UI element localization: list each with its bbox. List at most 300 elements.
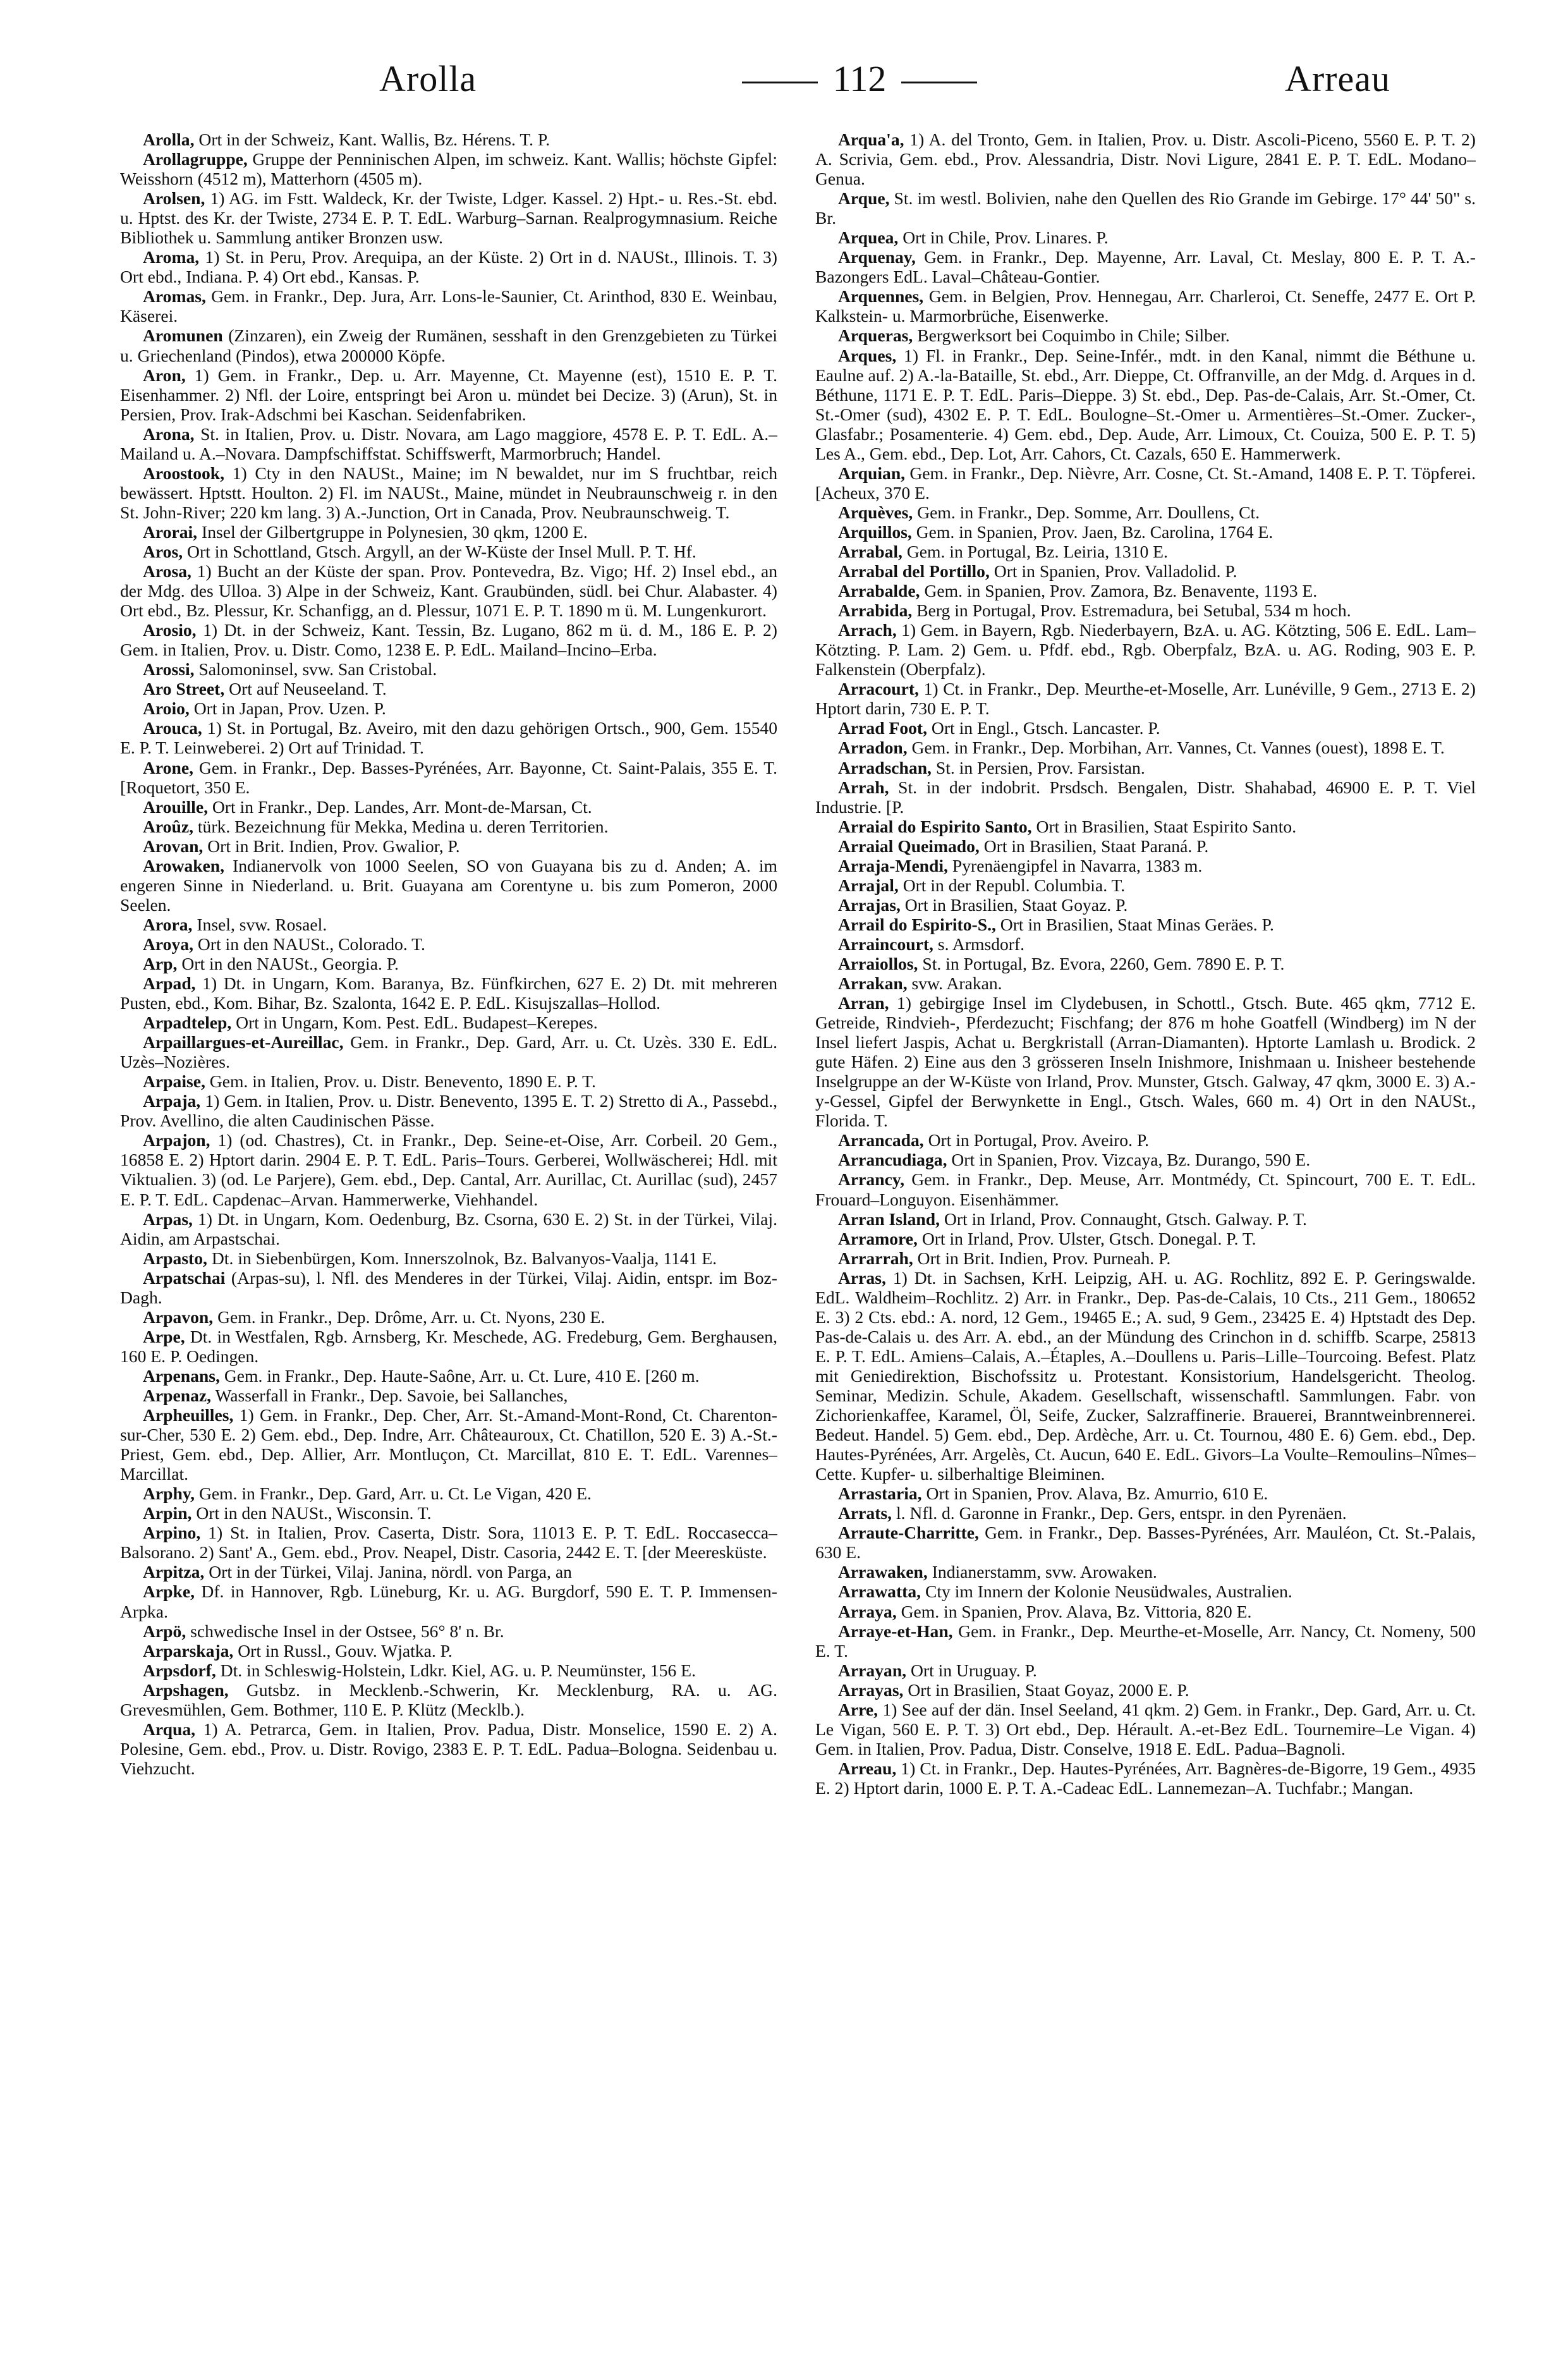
gazetteer-entry <box>815 973 1476 993</box>
entry-text: 1) Fl. in Frankr., Dep. Seine-Infér., mdt. in den Kanal, nimmt die Béthune u. Eaulne auf. 2) A.-la-Bataille, St. ebd., Arr. Dieppe, Ct. Offranville, an der Mdg. d. Arques in d. Béthune, 1171 E. P. T. EdL. Paris–Dieppe. 3) St. ebd., Dep. Pas-de-Calais, Arr. St.-Omer, Ct. St.-Omer (sud), 4302 E. P. T. EdL. Boulogne–St.-Omer u. Armentières–St.-Omer. Zucker-, Glasfabr.; Posamenterie. 4) Gem. ebd., Dep. Aude, Arr. Limoux, Ct. Couiza, 500 E. P. T. 5) Les A., Gem. ebd., Dep. Lot, Arr. Cahors, Ct. Cazals, 650 E. Hammerwerk. <box>815 345 1476 463</box>
entry-headword: Arosa, <box>143 561 191 582</box>
entry-headword: Arrabida, <box>838 600 913 621</box>
gazetteer-entry <box>120 679 777 698</box>
entry-headword: Arpshagen, <box>143 1679 229 1700</box>
gazetteer-entry <box>815 1602 1476 1621</box>
gazetteer-entry <box>815 1229 1476 1248</box>
gazetteer-entry <box>815 1268 1476 1484</box>
entry-headword: Arpsdorf, <box>143 1660 216 1680</box>
entry-text: 1) (od. Chastres), Ct. in Frankr., Dep. Seine-et-Oise, Arr. Corbeil. 20 Gem., 16858 E. 2) Hptort darin. 2904 E. P. T. EdL. Paris–Tours. Gerberei, Wollwäscherei; Hdl. mit Viktualien. 3) (od. Le Parjere), Gem. ebd., Dep. Cantal, Arr. Aurillac, Ct. Aurillac (sud), 2457 E. P. T. EdL. Capdenac–Arvan. Hammerwerke, Viehhandel. <box>120 1130 777 1209</box>
gazetteer-entry <box>120 463 777 522</box>
entry-text: 1) Ct. in Frankr., Dep. Hautes-Pyrénées, Arr. Bagnères-de-Bigorre, 19 Gem., 4935 E. 2) Hptort darin, 1000 E. P. T. A.-Cadeac EdL. Lannemezan–A. Tuchfabr.; Mangan. <box>815 1758 1476 1798</box>
gazetteer-entry <box>815 875 1476 895</box>
gazetteer-entry <box>120 1013 777 1032</box>
entry-headword: Arraial Queimado, <box>838 836 980 856</box>
entry-headword: Aron, <box>143 365 186 385</box>
gazetteer-entry <box>815 679 1476 718</box>
gazetteer-entry <box>120 1503 777 1523</box>
entry-text: Bergwerksort bei Coquimbo in Chile; Silber. <box>917 326 1230 346</box>
entry-headword: Arouca, <box>143 718 202 738</box>
entry-headword: Arp, <box>143 953 178 973</box>
gazetteer-entry <box>120 836 777 856</box>
gazetteer-entry <box>120 1661 777 1680</box>
entry-headword: Arraial do Espirito Santo, <box>838 816 1032 836</box>
gazetteer-entry <box>815 915 1476 934</box>
entry-text: Gem. in Spanien, Prov. Alava, Bz. Vittoria, 820 E. <box>901 1601 1252 1621</box>
gazetteer-entry <box>120 1209 777 1248</box>
entry-text: St. im westl. Bolivien, nahe den Quellen des Rio Grande im Gebirge. 17° 44' 50" s. Br. <box>815 188 1476 228</box>
gazetteer-entry <box>815 954 1476 973</box>
gazetteer-entry <box>120 561 777 620</box>
entry-text: Berg in Portugal, Prov. Estremadura, bei Setubal, 534 m hoch. <box>916 600 1351 621</box>
page-number-block <box>708 51 1011 107</box>
entry-headword: Arpe, <box>143 1326 185 1346</box>
entry-headword: Arques, <box>838 345 897 365</box>
gazetteer-entry <box>815 1621 1476 1661</box>
entry-text: Ort in Brasilien, Staat Goyaz, 2000 E. P. <box>908 1679 1189 1700</box>
entry-headword: Arraye-et-Han, <box>838 1621 953 1641</box>
entry-headword: Arqua'a, <box>838 130 904 149</box>
entry-text: Ort in Frankr., Dep. Landes, Arr. Mont-de-Marsan, Ct. <box>212 796 592 817</box>
entry-text: Ort in Spanien, Prov. Vizcaya, Bz. Durango, 590 E. <box>951 1150 1311 1170</box>
entry-text: svw. Arakan. <box>911 973 1002 994</box>
gazetteer-entry <box>120 817 777 836</box>
gazetteer-entry <box>815 1700 1476 1759</box>
entry-text: 1) AG. im Fstt. Waldeck, Kr. der Twiste, Ldger. Kassel. 2) Hpt.- u. Res.-St. ebd. u. Hptst. des Kr. der Twiste, 2734 E. P. T. EdL. Warburg–Sarnan. Realprogymnasium. Reiche Bibliothek u. Sammlung antiker Bronzen usw. <box>120 188 777 248</box>
entry-text: 1) Gem. in Frankr., Dep. Cher, Arr. St.-Amand-Mont-Rond, Ct. Charenton-sur-Cher, 530 E. 2) Gem. ebd., Dep. Indre, Arr. Châteauroux, Ct. Chatillon, 520 E. 3) A.-St.-Priest, Gem. ebd., Dep. Allier, Arr. Montluçon, Ct. Marcillat, 810 E. T. EdL. Varennes–Marcillat. <box>120 1405 777 1484</box>
entry-text: 1) Dt. in Ungarn, Kom. Oedenburg, Bz. Csorna, 630 E. 2) St. in der Türkei, Vilaj. Aidin, am Arpastschai. <box>120 1209 777 1248</box>
entry-text: Wasserfall in Frankr., Dep. Savoie, bei Sallanches, <box>215 1386 568 1405</box>
entry-headword: Arras, <box>838 1267 886 1288</box>
entry-headword: Arrats, <box>838 1503 892 1523</box>
gazetteer-entry <box>120 1091 777 1130</box>
entry-headword: Arrastaria, <box>838 1484 922 1504</box>
gazetteer-entry <box>815 522 1476 542</box>
gazetteer-entry <box>120 326 777 365</box>
gazetteer-entry <box>815 1661 1476 1680</box>
entry-text: 1) Ct. in Frankr., Dep. Meurthe-et-Moselle, Arr. Lunéville, 9 Gem., 2713 E. 2) Hptort darin, 730 E. P. T. <box>815 679 1476 719</box>
gazetteer-entry <box>120 247 777 286</box>
entry-text: schwedische Insel in der Ostsee, 56° 8' n. Br. <box>190 1621 504 1641</box>
gazetteer-entry <box>120 542 777 561</box>
entry-text: St. in der indobrit. Prsdsch. Bengalen, Distr. Shahabad, 46900 E. P. T. Viel Industrie. [P. <box>815 777 1476 817</box>
entry-headword: Arpö, <box>143 1621 186 1641</box>
entry-text: 1) Gem. in Frankr., Dep. u. Arr. Mayenne, Ct. Mayenne (est), 1510 E. P. T. Eisenhammer. 2) Nfl. der Loire, entspringt bei Aron u. mündet bei Decize. 3) (Arun), St. in Persien, Prov. Irak-Adschmi bei Kaschan. Seidenfabriken. <box>120 365 777 424</box>
entry-headword: Aro Street, <box>143 679 225 699</box>
gazetteer-entry <box>120 1719 777 1778</box>
entry-headword: Arquian, <box>838 463 906 483</box>
entry-text: Gem. in Frankr., Dep. Morbihan, Arr. Vannes, Ct. Vannes (ouest), 1898 E. T. <box>911 738 1445 758</box>
entry-text: Dt. in Westfalen, Rgb. Arnsberg, Kr. Meschede, AG. Fredeburg, Gem. Berghausen, 160 E. P. Oedingen. <box>120 1326 777 1366</box>
entry-text: Ort in den NAUSt., Colorado. T. <box>197 934 425 954</box>
entry-headword: Arpaillargues-et-Aureillac, <box>143 1032 344 1052</box>
gazetteer-entry <box>815 1130 1476 1150</box>
gazetteer-entry <box>815 542 1476 561</box>
gazetteer-entry <box>815 600 1476 620</box>
entry-headword: Arrajal, <box>838 875 899 895</box>
entry-text: 1) gebirgige Insel im Clydebusen, in Schottl., Gtsch. Bute. 465 qkm, 7712 E. Getreide, Rindvieh-, Pferdezucht; Fischfang; der 876 m hohe Goatfell (Windberg) im N der Insel liefert Jaspis, Achat u. Bergkristall (Arran-Diamanten). Hptorte Lamlash u. Brodick. 2 gute Häfen. 2) Eine aus den 3 grösseren Inseln Inishmore, Inishmaan u. Inisheer bestehende Inselgruppe an der W-Küste von Irland, Prov. Munster, Gtsch. Galway, 47 qkm, 3000 E. 3) A.-y-Gessel, Gipfel der Berwynkette in Engl., Gtsch. Wales, 660 m. 4) Ort in den NAUSt., Florida. T. <box>815 993 1476 1131</box>
entry-headword: Arquea, <box>838 228 899 248</box>
entry-text: Ort in Spanien, Prov. Valladolid. P. <box>994 561 1237 582</box>
entry-text: Indianervolk von 1000 Seelen, SO von Guayana bis zu d. Anden; A. im engeren Sinne in Niederland. u. Brit. Guayana am Corentyne u. bis zum Pomeron, 2000 Seelen. <box>120 855 777 915</box>
entry-text: 1) See auf der dän. Insel Seeland, 41 qkm. 2) Gem. in Frankr., Dep. Gard, Arr. u. Ct. Le Vigan, 560 E. P. T. 3) Ort ebd., Dep. Hérault. A.-et-Bez EdL. Tournemire–Le Vigan. 4) Gem. in Italien, Prov. Padua, Distr. Conselve, 1918 E. EdL. Padua–Bagnoli. <box>815 1699 1476 1759</box>
gazetteer-entry <box>815 346 1476 463</box>
entry-headword: Arpavon, <box>143 1307 214 1327</box>
entry-text: Salomoninsel, svw. San Cristobal. <box>198 659 437 680</box>
entry-text: Gem. in Belgien, Prov. Hennegau, Arr. Charleroi, Ct. Seneffe, 2477 E. Ort P. Kalkstein- u. Marmorbrüche, Eisenwerke. <box>815 286 1476 326</box>
entry-text: 1) Dt. in Sachsen, KrH. Leipzig, AH. u. AG. Rochlitz, 892 E. P. Geringswalde. EdL. Waldheim–Rochlitz. 2) Arr. in Frankr., Dep. Pas-de-Calais, 10 Cts., 211 Gem., 180652 E. 3) 2 Cts. ebd.: A. nord, 12 Gem., 19465 E.; A. sud, 9 Gem., 23425 E. 4) Hptstadt des Dep. Pas-de-Calais u. des Arr. A. ebd., an der Mündung des Crinchon in d. schiffb. Scarpe, 25813 E. P. T. EdL. Amiens–Calais, A.–Étaples, A.–Doullens u. Paris–Lille–Tourcoing. Befest. Platz mit Geniedirektion, Bischofssitz u. Protestant. Konsistorium, Handelsgericht. Theolog. Seminar, Medizin. Schule, Akadem. Gesellschaft, wissenschaftl. Sammlungen. Fabr. von Zichorienkaffee, Karamel, Öl, Seife, Zucker, Salzraffinerie. Brauerei, Branntweinbrennerei. Bedeut. Handel. 5) Gem. ebd., Dep. Ardèche, Arr. u. Ct. Tournou, 480 E. 6) Gem. ebd., Dep. Hautes-Pyrénées, Arr. Argelès, Ct. Aucun, 640 E. EdL. Givors–La Voulte–Remoulins–Nîmes–Cette. Kupfer- u. silberhaltige Bleiminen. <box>815 1267 1476 1484</box>
entry-headword: Arrad Foot, <box>838 718 928 738</box>
entry-text: Ort in der Republ. Columbia. T. <box>903 875 1126 895</box>
entry-headword: Arrayas, <box>838 1679 904 1700</box>
gazetteer-entry <box>815 738 1476 757</box>
head-guide-word-right: Arreau <box>1284 58 1390 99</box>
gazetteer-entry <box>120 973 777 1013</box>
entry-text: Gutsbz. in Mecklenb.-Schwerin, Kr. Mecklenburg, RA. u. AG. Grevesmühlen, Gem. Bothmer, 110 E. P. Klütz (Mecklb.). <box>120 1679 777 1719</box>
entry-text: Gem. in Frankr., Dep. Meurthe-et-Moselle, Arr. Nancy, Ct. Nomeny, 500 E. T. <box>815 1621 1476 1661</box>
entry-headword: Aroio, <box>143 698 190 719</box>
entry-text: Dt. in Schleswig-Holstein, Ldkr. Kiel, AG. u. P. Neumünster, 156 E. <box>220 1660 696 1680</box>
gazetteer-entry <box>815 1150 1476 1169</box>
entry-headword: Arraja-Mendi, <box>838 855 948 875</box>
entry-headword: Arora, <box>143 914 193 934</box>
entry-headword: Arraya, <box>838 1601 897 1621</box>
entry-text: Ort in Spanien, Prov. Alava, Bz. Amurrio, 610 E. <box>926 1484 1268 1504</box>
entry-headword: Arpad, <box>143 973 196 994</box>
entry-text: Gem. in Frankr., Dep. Jura, Arr. Lons-le-Saunier, Ct. Arinthod, 830 E. Weinbau, Käserei. <box>120 286 777 326</box>
gazetteer-entry <box>120 934 777 954</box>
gazetteer-entry <box>120 954 777 973</box>
entry-text: 1) A. del Tronto, Gem. in Italien, Prov. u. Distr. Ascoli-Piceno, 5560 E. P. T. 2) A. Scrivia, Gem. ebd., Prov. Alessandria, Distr. Novi Ligure, 2841 E. P. T. EdL. Modano–Genua. <box>815 130 1476 189</box>
entry-text: Ort auf Neuseeland. T. <box>229 679 387 699</box>
head-rule-right <box>901 82 977 83</box>
entry-headword: Arquenay, <box>838 247 916 267</box>
gazetteer-entry <box>120 1327 777 1366</box>
gazetteer-entry <box>815 993 1476 1130</box>
entry-headword: Arradschan, <box>838 757 932 777</box>
entry-text: St. in Italien, Prov. u. Distr. Novara, am Lago maggiore, 4578 E. P. T. EdL. A.–Mailand u. A.–Novara. Dampfschiffstat. Schiffswerft, Marmorbruch; Handel. <box>120 424 777 463</box>
entry-headword: Arquillos, <box>838 521 912 542</box>
entry-text: Gem. in Spanien, Prov. Zamora, Bz. Benavente, 1193 E. <box>924 581 1318 601</box>
entry-text: Ort in Brit. Indien, Prov. Gwalior, P. <box>207 836 460 856</box>
gazetteer-entry <box>815 620 1476 679</box>
entry-text: Cty im Innern der Kolonie Neusüdwales, Australien. <box>925 1582 1292 1602</box>
entry-text: Gem. in Frankr., Dep. Basses-Pyrénées, Arr. Bayonne, Ct. Saint-Palais, 355 E. T. [Roquetort, 350 E. <box>120 757 777 797</box>
entry-text: türk. Bezeichnung für Mekka, Medina u. deren Territorien. <box>197 816 609 836</box>
entry-headword: Arreau, <box>838 1758 897 1778</box>
entry-headword: Arrancudiaga, <box>838 1150 947 1170</box>
entry-text: Ort in Japan, Prov. Uzen. P. <box>193 698 386 719</box>
gazetteer-entry <box>815 503 1476 522</box>
gazetteer-entry <box>120 758 777 797</box>
entry-headword: Arramore, <box>838 1228 918 1248</box>
entry-text: Ort in Brasilien, Staat Espirito Santo. <box>1036 816 1297 836</box>
entry-headword: Arossi, <box>143 659 195 680</box>
head-guide-word-left: Arolla <box>379 58 477 99</box>
entry-headword: Arrayan, <box>838 1660 907 1680</box>
entry-text: Gem. in Portugal, Bz. Leiria, 1310 E. <box>906 541 1168 561</box>
left-column <box>120 130 777 2329</box>
gazetteer-entry <box>815 228 1476 247</box>
entry-text: Ort in Brasilien, Staat Goyaz. P. <box>904 894 1128 915</box>
entry-headword: Arphy, <box>143 1484 195 1504</box>
entry-text: 1) A. Petrarca, Gem. in Italien, Prov. Padua, Distr. Monselice, 1590 E. 2) A. Polesine, Gem. ebd., Prov. u. Distr. Rovigo, 2383 E. P. T. EdL. Padua–Bologna. Seidenbau u. Viehzucht. <box>120 1719 777 1778</box>
entry-text: Insel, svw. Rosael. <box>197 914 327 934</box>
gazetteer-entry <box>815 286 1476 326</box>
entry-text: Ort in Portugal, Prov. Aveiro. P. <box>928 1130 1150 1150</box>
entry-headword: Aroya, <box>143 934 193 954</box>
entry-text: St. in Persien, Prov. Farsistan. <box>935 757 1145 777</box>
gazetteer-entry <box>120 1621 777 1641</box>
gazetteer-entry <box>815 856 1476 875</box>
entry-text: Dt. in Siebenbürgen, Kom. Innerszolnok, Bz. Balvanyos-Vaalja, 1141 E. <box>211 1248 717 1268</box>
gazetteer-entry <box>120 424 777 463</box>
entry-text: 1) St. in Peru, Prov. Arequipa, an der Küste. 2) Ort in d. NAUSt., Illinois. T. 3) Ort ebd., Indiana. P. 4) Ort ebd., Kansas. P. <box>120 247 777 287</box>
gazetteer-entry <box>120 1268 777 1307</box>
gazetteer-entry <box>120 1248 777 1268</box>
entry-headword: Arrabal del Portillo, <box>838 561 990 582</box>
entry-headword: Arre, <box>838 1699 878 1719</box>
entry-text: (Zinzaren), ein Zweig der Rumänen, sesshaft in den Grenzgebieten zu Türkei u. Griechenland (Pindos), etwa 200000 Köpfe. <box>120 326 777 365</box>
entry-headword: Arrancada, <box>838 1130 924 1150</box>
entry-text: l. Nfl. d. Garonne in Frankr., Dep. Gers, entspr. in den Pyrenäen. <box>896 1503 1347 1523</box>
entry-headword: Aromunen <box>143 326 223 346</box>
entry-headword: Arpajon, <box>143 1130 210 1150</box>
entry-headword: Arpin, <box>143 1503 192 1523</box>
gazetteer-entry <box>120 1032 777 1071</box>
gazetteer-entry <box>815 1503 1476 1523</box>
entry-text: Ort in den NAUSt., Georgia. P. <box>181 953 399 973</box>
entry-headword: Arolla, <box>143 130 195 149</box>
entry-headword: Arpadtelep, <box>143 1013 232 1033</box>
entry-text: 1) Cty in den NAUSt., Maine; im N bewaldet, nur im S fruchtbar, reich bewässert. Hptstt. Houlton. 2) Fl. im NAUSt., Maine, mündet in Neubraunschweig r. in den St. John-River; 220 km lang. 3) A.-Junction, Ort in Canada, Prov. Neubraunschweig. T. <box>120 463 777 522</box>
gazetteer-entry <box>120 856 777 915</box>
gazetteer-entry <box>815 1209 1476 1229</box>
gazetteer-entry <box>120 718 777 757</box>
entry-headword: Arowaken, <box>143 855 225 875</box>
gazetteer-entry <box>815 1169 1476 1209</box>
gazetteer-entry <box>815 777 1476 817</box>
entry-text: Gem. in Frankr., Dep. Haute-Saône, Arr. u. Ct. Lure, 410 E. [260 m. <box>224 1365 700 1386</box>
entry-headword: Arque, <box>838 188 890 209</box>
gazetteer-entry <box>120 1680 777 1719</box>
gazetteer-entry <box>120 188 777 247</box>
entry-text: Gem. in Frankr., Dep. Basses-Pyrénées, Arr. Mauléon, Ct. St.-Palais, 630 E. <box>815 1523 1476 1563</box>
entry-headword: Arran Island, <box>838 1209 940 1229</box>
gazetteer-entry <box>120 1523 777 1562</box>
entry-text: Ort in Irland, Prov. Connaught, Gtsch. Galway. P. T. <box>944 1209 1307 1229</box>
entry-headword: Arradon, <box>838 738 908 758</box>
entry-text: Indianerstamm, svw. Arowaken. <box>932 1562 1157 1582</box>
entry-headword: Arolsen, <box>143 188 205 209</box>
gazetteer-entry <box>815 836 1476 856</box>
gazetteer-entry <box>120 1582 777 1621</box>
gazetteer-entry <box>120 659 777 679</box>
entry-headword: Aroûz, <box>143 816 193 836</box>
gazetteer-entry <box>120 1405 777 1484</box>
entry-text: Gem. in Frankr., Dep. Meuse, Arr. Montmédy, Ct. Spincourt, 700 E. T. EdL. Frouard–Longuyon. Eisenhämmer. <box>815 1169 1476 1209</box>
gazetteer-entry <box>120 286 777 326</box>
entry-text: Ort in Brasilien, Staat Paraná. P. <box>983 836 1209 856</box>
entry-text: 1) Dt. in Ungarn, Kom. Baranya, Bz. Fünfkirchen, 627 E. 2) Dt. mit mehreren Pusten, ebd., Kom. Bihar, Bz. Szalonta, 1642 E. P. EdL. Kisujszallas–Hollod. <box>120 973 777 1013</box>
gazetteer-entry <box>815 326 1476 345</box>
entry-headword: Arrah, <box>838 777 889 797</box>
entry-text: Ort in Brasilien, Staat Minas Geräes. P. <box>1000 914 1274 934</box>
entry-text: Gem. in Frankr., Dep. Somme, Arr. Doullens, Ct. <box>917 502 1260 522</box>
entry-headword: Arqueras, <box>838 326 913 346</box>
entry-headword: Arrach, <box>838 620 897 640</box>
entry-text: Pyrenäengipfel in Navarra, 1383 m. <box>952 855 1203 875</box>
entry-headword: Arrarrah, <box>838 1248 913 1268</box>
gazetteer-entry <box>815 1248 1476 1268</box>
entry-text: Gruppe der Penninischen Alpen, im schweiz. Kant. Wallis; höchste Gipfel: Weisshorn (4512 m), Matterhorn (4505 m). <box>120 149 777 189</box>
gazetteer-entry <box>120 365 777 424</box>
gazetteer-entry <box>815 130 1476 188</box>
entry-headword: Arouille, <box>143 796 208 817</box>
entry-text: s. Armsdorf. <box>937 934 1025 954</box>
entry-text: Df. in Hannover, Rgb. Lüneburg, Kr. u. AG. Burgdorf, 590 E. T. P. Immensen-Arpka. <box>120 1582 777 1621</box>
entry-headword: Arpasto, <box>143 1248 207 1268</box>
gazetteer-entry <box>120 1071 777 1091</box>
entry-headword: Arqua, <box>143 1719 196 1739</box>
entry-headword: Arraute-Charritte, <box>838 1523 979 1543</box>
entry-text: (Arpas-su), l. Nfl. des Menderes in der Türkei, Vilaj. Aidin, entspr. im Boz-Dagh. <box>120 1267 777 1307</box>
gazetteer-entry <box>120 130 777 149</box>
gazetteer-entry <box>120 698 777 718</box>
head-rule-left <box>742 82 818 83</box>
entry-headword: Aros, <box>143 541 183 561</box>
entry-headword: Arraincourt, <box>838 934 933 954</box>
entry-headword: Arrabalde, <box>838 581 920 601</box>
gazetteer-entry <box>120 1307 777 1327</box>
gazetteer-entry <box>815 895 1476 915</box>
entry-text: Gem. in Frankr., Dep. Nièvre, Arr. Cosne, Ct. St.-Amand, 1408 E. P. T. Töpferei. [Acheux, 370 E. <box>815 463 1476 503</box>
entry-text: Gem. in Spanien, Prov. Jaen, Bz. Carolina, 1764 E. <box>916 521 1273 542</box>
running-head <box>114 51 1479 107</box>
entry-headword: Arpitza, <box>143 1562 205 1582</box>
gazetteer-entry <box>120 797 777 817</box>
entry-headword: Arparskaja, <box>143 1640 234 1661</box>
gazetteer-entry <box>120 149 777 188</box>
gazetteer-entry <box>120 1366 777 1386</box>
gazetteer-entry <box>815 718 1476 738</box>
entry-headword: Arrajas, <box>838 894 901 915</box>
entry-text: 1) St. in Italien, Prov. Caserta, Distr. Sora, 11013 E. P. T. EdL. Roccasecca–Balsorano. 2) Sant' A., Gem. ebd., Prov. Neapel, Distr. Casoria, 2442 E. T. [der Meeresküste. <box>120 1523 777 1563</box>
entry-headword: Arone, <box>143 757 193 777</box>
entry-headword: Arpaise, <box>143 1071 205 1092</box>
entry-headword: Arrawaken, <box>838 1562 928 1582</box>
gazetteer-entry <box>815 1523 1476 1562</box>
gazetteer-entry <box>120 1386 777 1405</box>
gazetteer-entry <box>120 915 777 934</box>
entry-headword: Arquèves, <box>838 502 913 522</box>
entry-headword: Arpaja, <box>143 1091 201 1111</box>
entry-headword: Arorai, <box>143 521 198 542</box>
gazetteer-entry <box>120 522 777 542</box>
entry-headword: Aroostook, <box>143 463 225 483</box>
gazetteer-entry <box>120 620 777 659</box>
entry-headword: Arracourt, <box>838 679 919 699</box>
entry-headword: Aroma, <box>143 247 200 267</box>
entry-text: Ort in Brit. Indien, Prov. Purneah. P. <box>917 1248 1171 1268</box>
gazetteer-entry <box>815 1759 1476 1798</box>
entry-headword: Arpatschai <box>143 1267 226 1288</box>
entry-headword: Arquennes, <box>838 286 924 307</box>
entry-headword: Arraiollos, <box>838 953 918 973</box>
entry-headword: Aromas, <box>143 286 206 307</box>
entry-headword: Arosio, <box>143 620 197 640</box>
entry-text: Ort in Engl., Gtsch. Lancaster. P. <box>931 718 1160 738</box>
entry-headword: Arpenaz, <box>143 1386 212 1405</box>
gazetteer-entry <box>120 1641 777 1661</box>
entry-headword: Arpheuilles, <box>143 1405 234 1425</box>
entry-headword: Arrail do Espirito-S., <box>838 914 996 934</box>
entry-text: Ort in der Türkei, Vilaj. Janina, nördl. von Parga, an <box>209 1562 572 1582</box>
entry-headword: Arpas, <box>143 1209 193 1229</box>
entry-text: Ort in Chile, Prov. Linares. P. <box>903 228 1109 248</box>
entry-headword: Arpke, <box>143 1582 195 1602</box>
gazetteer-entry <box>815 934 1476 954</box>
entry-text: Gem. in Frankr., Dep. Gard, Arr. u. Ct. Le Vigan, 420 E. <box>198 1484 592 1504</box>
entry-text: Ort in den NAUSt., Wisconsin. T. <box>196 1503 432 1523</box>
entry-headword: Arran, <box>838 993 889 1013</box>
entry-text: Gem. in Italien, Prov. u. Distr. Benevento, 1890 E. P. T. <box>209 1071 596 1092</box>
entry-headword: Arona, <box>143 424 195 444</box>
entry-headword: Arrancy, <box>838 1169 904 1190</box>
gazetteer-entry <box>815 581 1476 600</box>
entry-text: Ort in der Schweiz, Kant. Wallis, Bz. Hérens. T. P. <box>198 130 550 149</box>
entry-headword: Arpino, <box>143 1523 201 1543</box>
entry-text: Gem. in Frankr., Dep. Gard, Arr. u. Ct. Uzès. 330 E. EdL. Uzès–Nozières. <box>120 1032 777 1072</box>
gazetteer-entry <box>815 463 1476 503</box>
gazetteer-entry <box>120 1484 777 1503</box>
entry-headword: Arovan, <box>143 836 204 856</box>
entry-headword: Arpenans, <box>143 1365 220 1386</box>
entry-headword: Arollagruppe, <box>143 149 248 169</box>
gazetteer-entry <box>815 247 1476 286</box>
gazetteer-entry <box>120 1562 777 1582</box>
entry-text: Ort in Schottland, Gtsch. Argyll, an der W-Küste der Insel Mull. P. T. Hf. <box>187 541 696 561</box>
right-column <box>815 130 1476 2329</box>
page-number: 112 <box>832 58 887 99</box>
entry-text: 1) Gem. in Bayern, Rgb. Niederbayern, BzA. u. AG. Kötzting, 506 E. EdL. Lam–Kötzting. P. Lam. 2) Gem. u. Pfdf. ebd., Rgb. Oberpfalz, BzA. u. AG. Roding, 903 E. P. Falkenstein (Oberpfalz). <box>815 620 1476 680</box>
gazetteer-entry <box>815 1562 1476 1582</box>
entry-text: Ort in Ungarn, Kom. Pest. EdL. Budapest–Kerepes. <box>236 1013 598 1033</box>
gazetteer-entry <box>815 188 1476 228</box>
entry-text: Gem. in Frankr., Dep. Mayenne, Arr. Laval, Ct. Meslay, 800 E. P. T. A.-Bazongers EdL. Laval–Château-Gontier. <box>815 247 1476 287</box>
gazetteer-entry <box>815 1484 1476 1503</box>
entry-text: 1) St. in Portugal, Bz. Aveiro, mit den dazu gehörigen Ortsch., 900, Gem. 15540 E. P. T. Leinweberei. 2) Ort auf Trinidad. T. <box>120 718 777 758</box>
gazetteer-entry <box>120 1130 777 1209</box>
gazetteer-entry <box>815 758 1476 777</box>
entry-headword: Arrabal, <box>838 541 903 561</box>
entry-text: 1) Gem. in Italien, Prov. u. Distr. Benevento, 1395 E. T. 2) Stretto di A., Passebd., Prov. Avellino, die alten Caudinischen Pässe. <box>120 1091 777 1131</box>
gazetteer-entry <box>815 817 1476 836</box>
entry-headword: Arrawatta, <box>838 1582 921 1602</box>
entry-text: Gem. in Frankr., Dep. Drôme, Arr. u. Ct. Nyons, 230 E. <box>217 1307 605 1327</box>
entry-text: Ort in Irland, Prov. Ulster, Gtsch. Donegal. P. T. <box>921 1228 1256 1248</box>
gazetteer-entry <box>815 1582 1476 1601</box>
gazetteer-entry <box>815 1680 1476 1700</box>
entry-text: 1) Dt. in der Schweiz, Kant. Tessin, Bz. Lugano, 862 m ü. d. M., 186 E. P. 2) Gem. in Italien, Prov. u. Distr. Como, 1238 E. P. EdL. Mailand–Incino–Erba. <box>120 620 777 660</box>
gazetteer-entry <box>815 561 1476 581</box>
entry-text: Insel der Gilbertgruppe in Polynesien, 30 qkm, 1200 E. <box>202 521 588 542</box>
entry-text: St. in Portugal, Bz. Evora, 2260, Gem. 7890 E. P. T. <box>922 953 1285 973</box>
entry-text: 1) Bucht an der Küste der span. Prov. Pontevedra, Bz. Vigo; Hf. 2) Insel ebd., an der Mdg. des Ulloa. 3) Alpe in der Schweiz, Kant. Graubünden, südl. bei Chur. Alabaster. 4) Ort ebd., Bz. Plessur, Kr. Schanfigg, an d. Plessur, 1071 E. P. T. 1890 m ü. M. Lungenkurort. <box>120 561 777 621</box>
entry-text: Ort in Uruguay. P. <box>910 1660 1037 1680</box>
entry-text: Ort in Russl., Gouv. Wjatka. P. <box>238 1640 453 1661</box>
entry-headword: Arrakan, <box>838 973 908 994</box>
